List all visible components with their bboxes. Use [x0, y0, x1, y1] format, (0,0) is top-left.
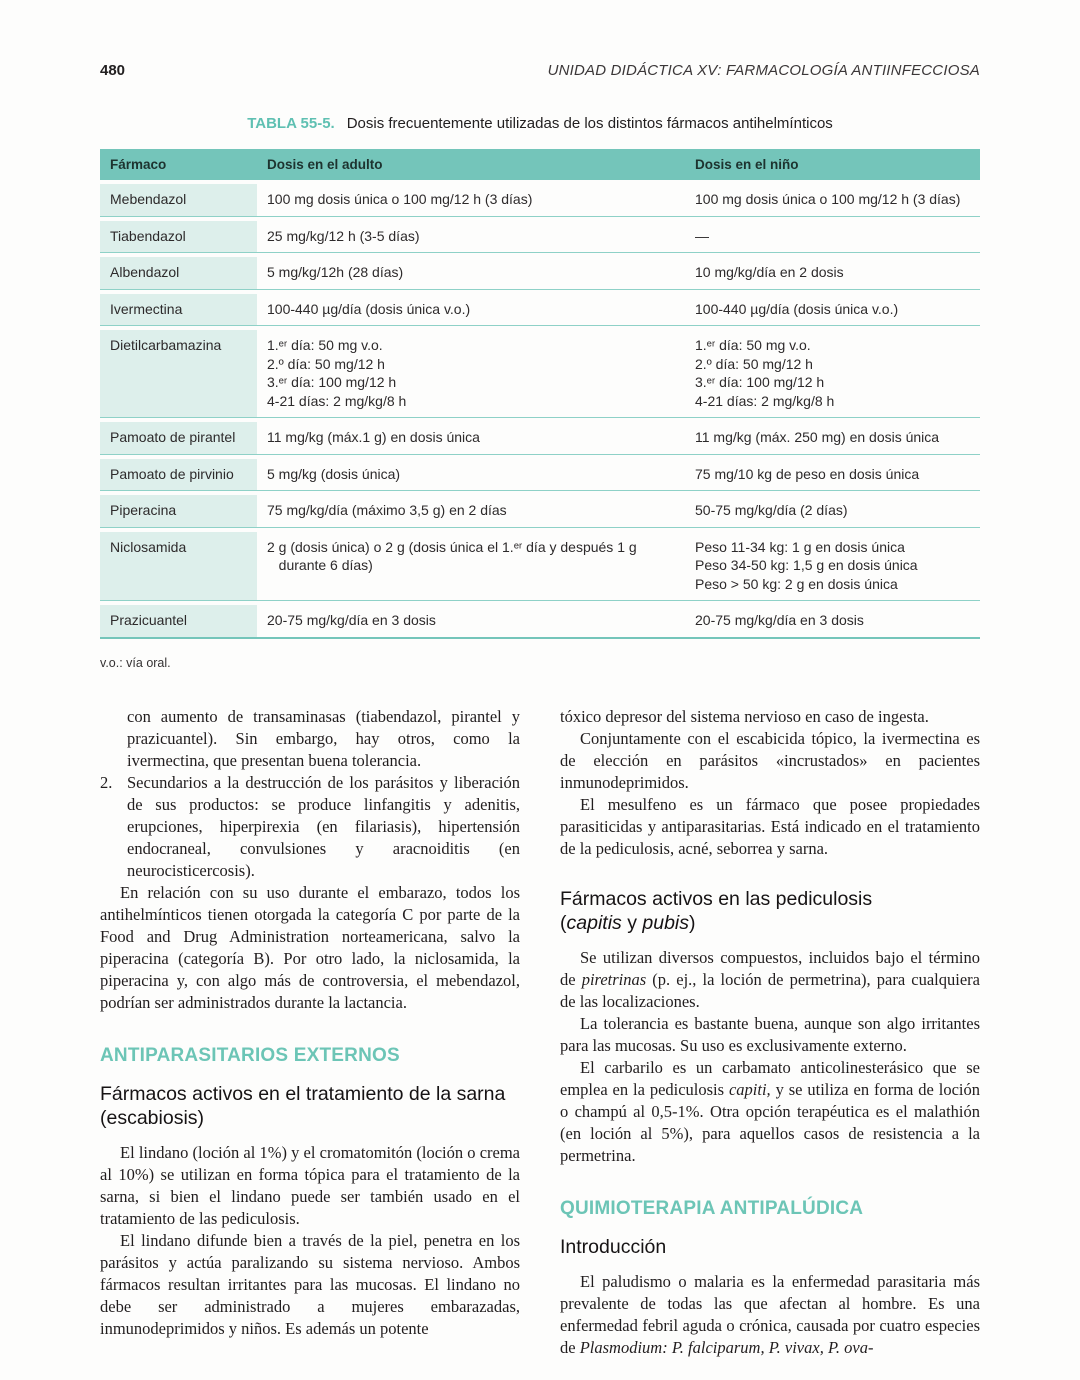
- right-column: [560, 706, 980, 1359]
- table-row: [100, 459, 980, 492]
- dose-table: [100, 145, 980, 643]
- dose-adult-cell: 11 mg/kg (máx.1 g) en dosis única: [257, 422, 685, 455]
- dose-child-cell: 50-75 mg/kg/día (2 días): [685, 495, 980, 528]
- dose-child-cell: 100 mg dosis única o 100 mg/12 h (3 días): [685, 184, 980, 217]
- left-column: [100, 706, 520, 1359]
- list-item-2: [100, 772, 520, 882]
- list-item-text: Secundarios a la destrucción de los parásitos y liberación de sus productos: se produce linfangitis y adenitis, erupciones, hiperpirexia (en filariasis), hipertensión endocraneal, convulsiones y aracnoiditis (en neurocisticercosis).: [127, 772, 520, 880]
- table-row: [100, 330, 980, 418]
- dose-adult-cell: 5 mg/kg (dosis única): [257, 459, 685, 492]
- drug-name-cell: Pamoato de pirvinio: [100, 459, 257, 492]
- table-title: Dosis frecuentemente utilizadas de los distintos fármacos antihelmínticos: [346, 115, 833, 132]
- dose-adult-cell: 100-440 µg/día (dosis única v.o.): [257, 294, 685, 327]
- table-body: [100, 184, 980, 639]
- drug-name-cell: Tiabendazol: [100, 221, 257, 254]
- table-footnote: v.o.: vía oral.: [100, 655, 171, 670]
- dose-adult-cell: 25 mg/kg/12 h (3-5 días): [257, 221, 685, 254]
- dose-child-cell: 20-75 mg/kg/día en 3 dosis: [685, 605, 980, 639]
- subsection-heading-introduccion: Introducción: [560, 1235, 667, 1258]
- paragraph-conjuntamente: Conjuntamente con el escabicida tópico, la ivermectina es de elección en parásitos «incrustados» en pacientes inmunodeprimidos.: [560, 728, 980, 792]
- page-number: 480: [100, 62, 126, 79]
- dose-child-cell: Peso 11-34 kg: 1 g en dosis única Peso 34-50 kg: 1,5 g en dosis única Peso > 50 kg: 2 g en dosis única: [685, 532, 980, 602]
- section-heading-antiparasitarios-externos: ANTIPARASITARIOS EXTERNOS: [100, 1044, 400, 1066]
- table-caption: [100, 115, 980, 132]
- drug-name-cell: Prazicuantel: [100, 605, 257, 639]
- table-row: [100, 495, 980, 528]
- body-columns: [100, 706, 980, 1359]
- running-title: UNIDAD DIDÁCTICA XV: FARMACOLOGÍA ANTIINFECCIOSA: [547, 62, 980, 79]
- paragraph-piretrinas: Se utilizan diversos compuestos, incluidos bajo el término de piretrinas (p. ej., la loción de permetrina), para cualquiera de las localizaciones.: [560, 947, 980, 1011]
- paragraph-paludismo: El paludismo o malaria es la enfermedad parasitaria más prevalente de todas las que afectan al hombre. Es una enfermedad febril aguda o crónica, causada por cuatro especies de Plasmodium: P. falciparum, P. vivax, P. ova-: [560, 1271, 980, 1357]
- paragraph-mesulfeno: El mesulfeno es un fármaco que posee propiedades parasiticidas y antiparasitarias. Está indicado en el tratamiento de la pediculosis, acné, seborrea y sarna.: [560, 794, 980, 858]
- dose-child-cell: 1.ᵉʳ día: 50 mg v.o. 2.º día: 50 mg/12 h 3.ᵉʳ día: 100 mg/12 h 4-21 días: 2 mg/kg/8 h: [685, 330, 980, 418]
- table-row: [100, 422, 980, 455]
- dose-child-cell: 75 mg/10 kg de peso en dosis única: [685, 459, 980, 492]
- table-header-row: [100, 149, 980, 180]
- dose-adult-cell: 2 g (dosis única) o 2 g (dosis única el 1.ᵉʳ día y después 1 g durante 6 días): [257, 532, 685, 602]
- table-row: [100, 257, 980, 290]
- drug-name-cell: Albendazol: [100, 257, 257, 290]
- paragraph-tolerancia: La tolerancia es bastante buena, aunque son algo irritantes para las mucosas. Su uso es exclusivamente externo.: [560, 1013, 980, 1055]
- table-row: [100, 221, 980, 254]
- drug-name-cell: Ivermectina: [100, 294, 257, 327]
- table-row: [100, 532, 980, 602]
- drug-name-cell: Mebendazol: [100, 184, 257, 217]
- dose-adult-cell: 100 mg dosis única o 100 mg/12 h (3 días): [257, 184, 685, 217]
- paragraph-lindano-2: El lindano difunde bien a través de la piel, penetra en los parásitos y actúa paralizando su sistema nervioso. Ambos fármacos resultan irritantes para las mucosas. El lindano no debe ser administrado a mujeres embarazadas, inmunodeprimidos y niños. Es además un potente: [100, 1230, 520, 1338]
- dose-child-cell: 100-440 µg/día (dosis única v.o.): [685, 294, 980, 327]
- column-header-nino: Dosis en el niño: [685, 149, 980, 180]
- subsection-heading-sarna: Fármacos activos en el tratamiento de la sarna (escabiosis): [100, 1082, 506, 1129]
- paragraph-lindano-1: El lindano (loción al 1%) y el cromatomitón (loción o crema al 10%) se utilizan en forma tópica para el tratamiento de la sarna, si bien el lindano puede ser también usado en el tratamiento de las pediculosis.: [100, 1142, 520, 1228]
- dose-child-cell: 10 mg/kg/día en 2 dosis: [685, 257, 980, 290]
- dose-adult-cell: 5 mg/kg/12h (28 días): [257, 257, 685, 290]
- section-heading-quimioterapia-antipaludica: QUIMIOTERAPIA ANTIPALÚDICA: [560, 1197, 864, 1219]
- list-number: 2.: [100, 772, 113, 792]
- table-row: [100, 294, 980, 327]
- table-block: [100, 115, 980, 670]
- dose-adult-cell: 1.ᵉʳ día: 50 mg v.o. 2.º día: 50 mg/12 h 3.ᵉʳ día: 100 mg/12 h 4-21 días: 2 mg/kg/8 h: [257, 330, 685, 418]
- table-row: [100, 605, 980, 639]
- paragraph-carbarilo: El carbarilo es un carbamato anticolinesterásico que se emplea en la pediculosis capiti, y se utiliza en forma de loción o champú al 0,5-1%. Otra opción terapéutica es el malathión (en loción al 5%), para aquellos casos de resistencia a la permetrina.: [560, 1057, 980, 1165]
- column-header-adulto: Dosis en el adulto: [257, 149, 685, 180]
- list-continuation-text: con aumento de transaminasas (tiabendazol, pirantel y prazicuantel). Sin embargo, hay otros, como la ivermectina, que presentan buena tolerancia.: [127, 706, 520, 770]
- table-row: [100, 184, 980, 217]
- subsection-heading-pediculosis: Fármacos activos en las pediculosis (capitis y pubis): [560, 887, 873, 934]
- running-head: [100, 62, 980, 79]
- dose-child-cell: —: [685, 221, 980, 254]
- dose-child-cell: 11 mg/kg (máx. 250 mg) en dosis única: [685, 422, 980, 455]
- dose-adult-cell: 75 mg/kg/día (máximo 3,5 g) en 2 días: [257, 495, 685, 528]
- paragraph-embarazo: En relación con su uso durante el embarazo, todos los antihelmínticos tienen otorgada la categoría C por parte de la Food and Drug Administration norteamericana, salvo la piperacina (categoría B). Por otro lado, la niclosamida, la piperacina y, con algo más de controversia, el mebendazol, podrían ser administrados durante la lactancia.: [100, 882, 520, 1012]
- drug-name-cell: Piperacina: [100, 495, 257, 528]
- drug-name-cell: Pamoato de pirantel: [100, 422, 257, 455]
- paragraph-toxico: tóxico depresor del sistema nervioso en caso de ingesta.: [560, 706, 929, 726]
- drug-name-cell: Dietilcarbamazina: [100, 330, 257, 418]
- dose-adult-cell: 20-75 mg/kg/día en 3 dosis: [257, 605, 685, 639]
- drug-name-cell: Niclosamida: [100, 532, 257, 602]
- table-label: TABLA 55-5.: [247, 115, 335, 132]
- column-header-farmaco: Fármaco: [100, 149, 257, 180]
